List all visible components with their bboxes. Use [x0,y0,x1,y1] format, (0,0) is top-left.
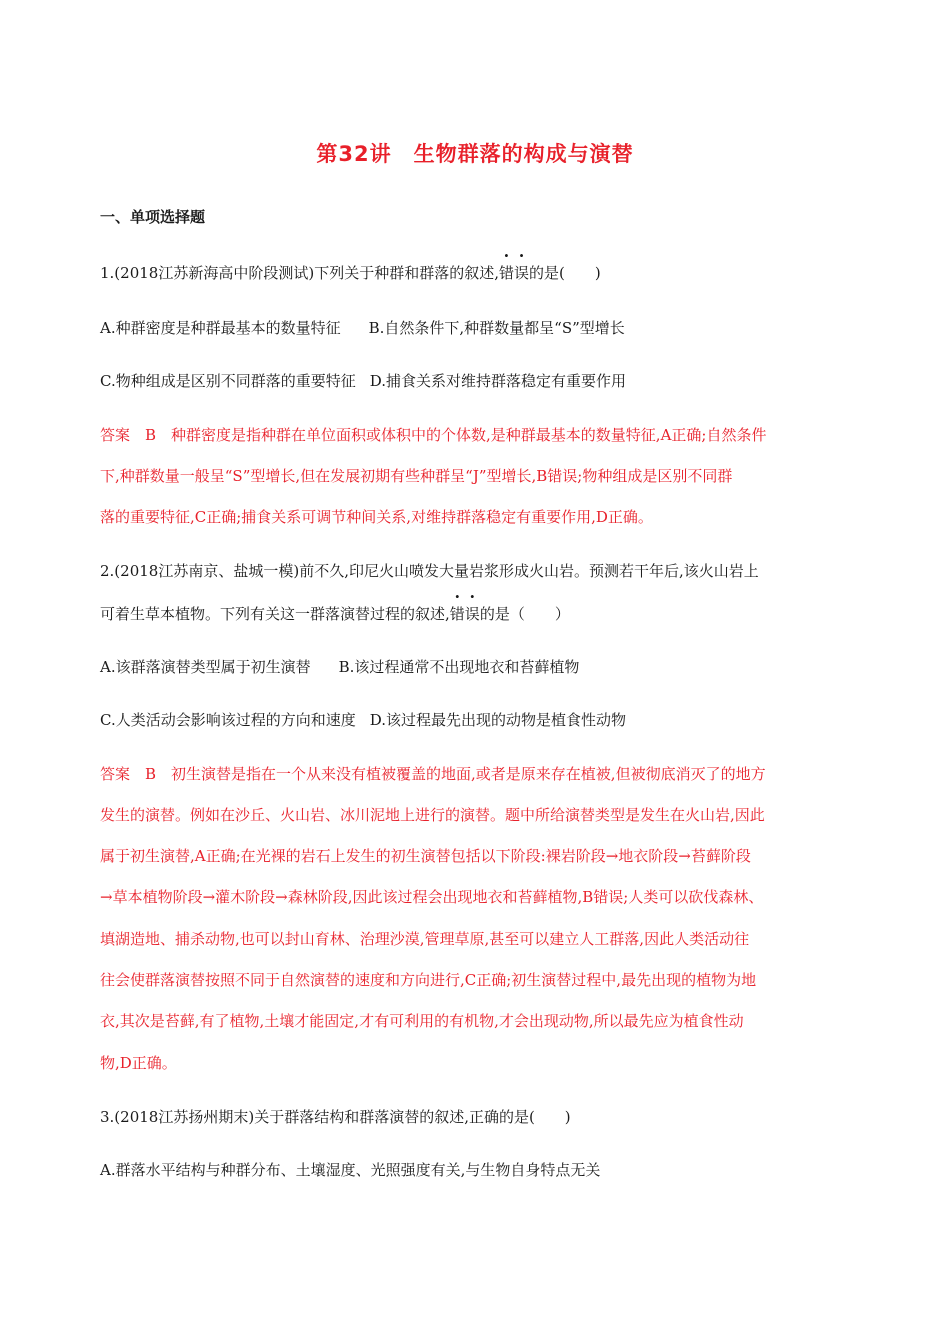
question-2-options-ab [100,656,860,677]
question-text: 的是( ) [529,264,601,282]
option-c: C.人类活动会影响该过程的方向和速度 [100,711,356,729]
emphasis-char: 错 [498,264,514,282]
question-1-options-ab [100,317,860,338]
answer-1-line: 下,种群数量一般呈“S”型增长,但在发展初期有些种群呈“J”型增长,B错误;物种组成是区别不同群 [100,467,733,485]
option-a: A.种群密度是种群最基本的数量特征 [100,319,341,337]
answer-2-line: 属于初生演替,A正确;在光裸的岩石上发生的初生演替包括以下阶段:裸岩阶段→地衣阶段→苔藓阶段 [100,847,751,865]
question-text: 可着生草本植物。下列有关这一群落演替过程的叙述, [100,605,450,623]
answer-2-line: 衣,其次是苔藓,有了植物,土壤才能固定,才有可利用的有机物,才会出现动物,所以最先应为植食性动 [100,1012,744,1030]
question-3-stem: 3.(2018江苏扬州期末)关于群落结构和群落演替的叙述,正确的是( ) [100,1108,571,1126]
question-text: 的是（ ） [479,605,570,623]
question-2-stem-line [100,603,860,624]
answer-1-line: 答案 B 种群密度是指种群在单位面积或体积中的个体数,是种群最基本的数量特征,A正确;自然条件 [100,426,767,444]
option-a: A.群落水平结构与种群分布、土壤湿度、光照强度有关,与生物自身特点无关 [100,1161,601,1179]
option-a: A.该群落演替类型属于初生演替 [100,658,311,676]
question-1-stem [100,262,860,283]
option-c: C.物种组成是区别不同群落的重要特征 [100,372,356,390]
question-1-options-cd [100,370,860,391]
answer-2-line: 往会使群落演替按照不同于自然演替的速度和方向进行,C正确;初生演替过程中,最先出现的植物为地 [100,971,757,989]
page-title: 第32讲 生物群落的构成与演替 [316,142,634,166]
option-b: B.自然条件下,种群数量都呈“S”型增长 [368,319,625,337]
section-heading: 一、单项选择题 [100,208,206,226]
option-b: B.该过程通常不出现地衣和苔藓植物 [338,658,580,676]
answer-1-line: 落的重要特征,C正确;捕食关系可调节种间关系,对维持群落稳定有重要作用,D正确。 [100,508,653,526]
option-d: D.该过程最先出现的动物是植食性动物 [369,711,626,729]
question-text: 1.(2018江苏新海高中阶段测试)下列关于种群和群落的叙述, [100,264,499,282]
option-d: D.捕食关系对维持群落稳定有重要作用 [369,372,626,390]
answer-2-line: 物,D正确。 [100,1054,177,1072]
answer-2-line: →草本植物阶段→灌木阶段→森林阶段,因此该过程会出现地衣和苔藓植物,B错误;人类可以砍伐森林、 [100,888,764,906]
answer-2-line: 填湖造地、捕杀动物,也可以封山育林、治理沙漠,管理草原,甚至可以建立人工群落,因此人类活动往 [100,930,750,948]
question-2-stem-line: 2.(2018江苏南京、盐城一模)前不久,印尼火山喷发大量岩浆形成火山岩。预测若干年后,该火山岩上 [100,562,759,580]
answer-2-line: 答案 B 初生演替是指在一个从来没有植被覆盖的地面,或者是原来存在植被,但被彻底消灭了的地方 [100,765,766,783]
emphasis-char: 错 [449,605,465,623]
question-2-options-cd [100,709,860,730]
emphasis-char: 误 [513,264,529,282]
answer-2-line: 发生的演替。例如在沙丘、火山岩、冰川泥地上进行的演替。题中所给演替类型是发生在火山岩,因此 [100,806,765,824]
emphasis-char: 误 [464,605,480,623]
